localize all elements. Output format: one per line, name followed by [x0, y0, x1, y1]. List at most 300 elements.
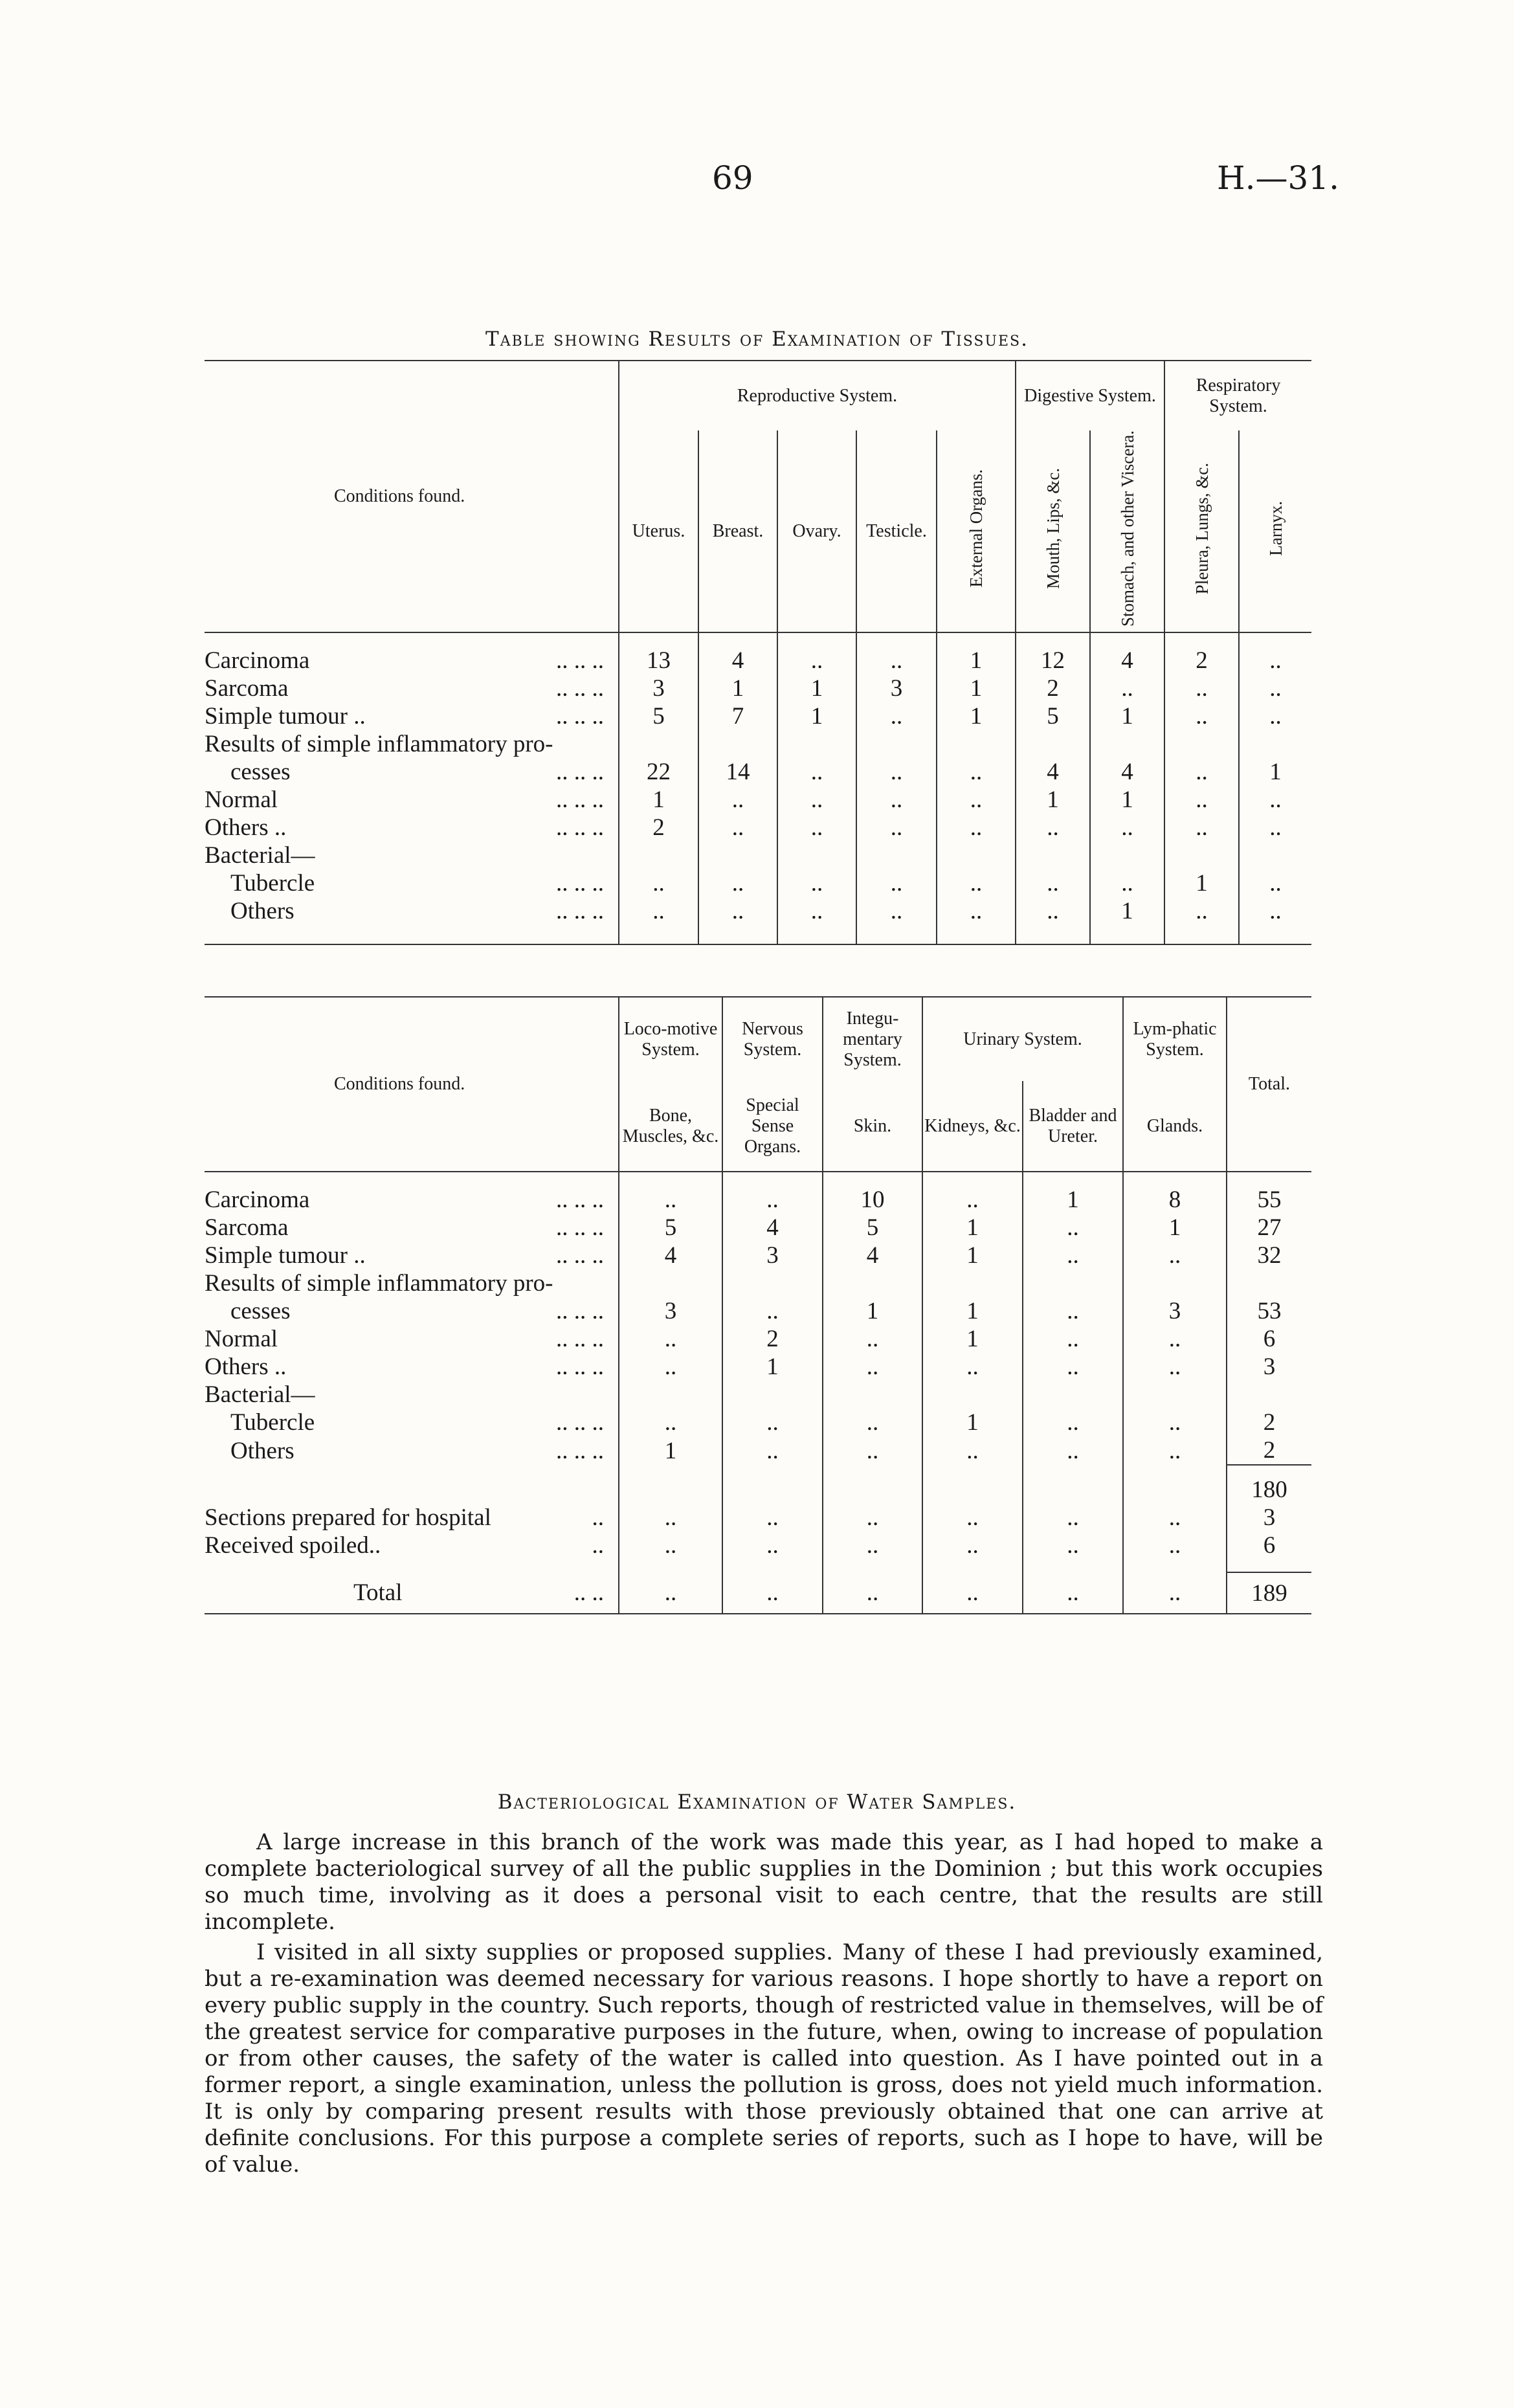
table-cell [619, 1269, 722, 1297]
table-row [205, 897, 1311, 925]
dot-leader: .. .. .. [556, 898, 604, 925]
row-label-cell [205, 1504, 619, 1532]
table-cell: .. [937, 758, 1016, 786]
table-cell: 2 [1016, 674, 1090, 702]
table-cell [1239, 730, 1311, 758]
row-label-cell [205, 1353, 619, 1381]
row-label-cell [205, 1186, 619, 1214]
table-cell: 4 [823, 1242, 922, 1269]
column-header: Bladder and Ureter. [1023, 1081, 1123, 1172]
table-cell: 2 [722, 1325, 823, 1353]
table-cell [856, 730, 937, 758]
table-cell: .. [777, 786, 856, 814]
table-cell: .. [1123, 1436, 1227, 1465]
table-row [205, 1214, 1311, 1242]
table-cell: .. [937, 869, 1016, 897]
table-cell: .. [777, 897, 856, 925]
table-cell: .. [922, 1353, 1023, 1381]
row-label: Tubercle [230, 1409, 315, 1436]
row-label: Others [230, 1437, 295, 1464]
table-cell: 1 [698, 674, 777, 702]
row-label: Tubercle [230, 870, 315, 897]
dot-leader: .. .. .. [556, 1187, 604, 1213]
column-header [619, 430, 698, 632]
column-header [777, 430, 856, 632]
group-header: Respiratory System. [1164, 361, 1311, 430]
row-label-cell [205, 1532, 619, 1559]
column-header [1090, 430, 1164, 632]
table-cell [1016, 730, 1090, 758]
table-cell: .. [1090, 814, 1164, 842]
table-cell: .. [1239, 897, 1311, 925]
table-cell: .. [1023, 1214, 1123, 1242]
table1-caption-text: Table showing Results of Examination of Tissues. [485, 328, 1029, 351]
dot-leader: .. .. .. [556, 1354, 604, 1380]
table-cell: .. [1164, 702, 1239, 730]
row-label-cell [205, 647, 619, 674]
table-cell: .. [1016, 897, 1090, 925]
table-cell: 12 [1016, 647, 1090, 674]
dot-leader: .. .. .. [556, 647, 604, 674]
row-label-cell [205, 1381, 619, 1409]
row-label-cell [205, 674, 619, 702]
table-row [205, 730, 1311, 758]
table-cell: 1 [722, 1353, 823, 1381]
table-cell [619, 730, 698, 758]
table-cell: 3 [619, 1297, 722, 1325]
table-cell: 13 [619, 647, 698, 674]
table-cell: .. [619, 869, 698, 897]
column-header-label: Stomach, and other Viscera. [1117, 430, 1137, 627]
table-cell: 5 [619, 1214, 722, 1242]
table-cell [937, 842, 1016, 869]
spacer-row [205, 1559, 1311, 1572]
table-cell: .. [922, 1572, 1023, 1614]
table-cell: 4 [722, 1214, 823, 1242]
row-label: Total [353, 1579, 403, 1606]
row-label-cell [205, 1572, 619, 1614]
table-cell: 4 [698, 647, 777, 674]
table-cell: 4 [1016, 758, 1090, 786]
dot-leader: .. .. .. [556, 703, 604, 730]
group-header: Digestive System. [1016, 361, 1164, 430]
table-cell: .. [1239, 814, 1311, 842]
table-cell: .. [722, 1572, 823, 1614]
table-cell: .. [619, 1325, 722, 1353]
table-cell: 1 [1016, 786, 1090, 814]
conditions-header: Conditions found. [205, 997, 619, 1172]
table-cell [823, 1269, 922, 1297]
group-header: Integu-mentary System. [823, 997, 922, 1081]
row-label: Simple tumour .. [205, 1242, 366, 1269]
subtotal-value: 180 [1227, 1465, 1311, 1504]
table-row [205, 674, 1311, 702]
table-cell: 1 [922, 1214, 1023, 1242]
row-label-cell [205, 1297, 619, 1325]
row-label-cell [205, 1436, 619, 1465]
spacer-row [205, 1172, 1311, 1186]
table-cell: .. [1090, 674, 1164, 702]
table-cell [1016, 842, 1090, 869]
table-cell: 5 [619, 702, 698, 730]
table-row [205, 1186, 1311, 1214]
tissue-results-table-2 [205, 996, 1311, 1614]
row-label: Bacterial— [205, 1381, 315, 1408]
dot-leader: .. .. .. [556, 1214, 604, 1241]
column-header [937, 430, 1016, 632]
table-cell [698, 842, 777, 869]
row-total: 3 [1227, 1353, 1311, 1381]
table-row [205, 1242, 1311, 1269]
table-cell: .. [1023, 1409, 1123, 1436]
row-total [1227, 1381, 1311, 1409]
row-label-cell [205, 1325, 619, 1353]
table-cell: .. [937, 786, 1016, 814]
table-row [205, 1381, 1311, 1409]
row-label-cell [205, 814, 619, 842]
row-total: 32 [1227, 1242, 1311, 1269]
table-cell: 7 [698, 702, 777, 730]
table-cell: .. [937, 897, 1016, 925]
table1-caption [0, 328, 1514, 351]
table-cell: .. [1023, 1353, 1123, 1381]
table-row [205, 647, 1311, 674]
table-cell: 4 [619, 1242, 722, 1269]
table-row [205, 702, 1311, 730]
row-label-cell [205, 1269, 619, 1297]
table-cell: 1 [1090, 702, 1164, 730]
row-label-cell [205, 730, 619, 758]
table-row [205, 814, 1311, 842]
table-cell: .. [1164, 758, 1239, 786]
table-cell: .. [937, 814, 1016, 842]
row-label: Normal [205, 786, 278, 814]
group-header: Nervous System. [722, 997, 823, 1081]
table-cell: .. [1023, 1436, 1123, 1465]
table-cell: .. [1123, 1532, 1227, 1559]
table-cell: 4 [1090, 647, 1164, 674]
table-cell: 1 [922, 1242, 1023, 1269]
table-row [205, 842, 1311, 869]
table-cell: 1 [1090, 786, 1164, 814]
table-cell: .. [856, 814, 937, 842]
row-label: Carcinoma [205, 647, 310, 674]
table-cell: .. [1164, 674, 1239, 702]
total-header: Total. [1227, 997, 1311, 1172]
table-cell: .. [777, 814, 856, 842]
table-cell: .. [856, 869, 937, 897]
table-cell [619, 842, 698, 869]
group-header: Reproductive System. [619, 361, 1016, 430]
table-cell: .. [1164, 897, 1239, 925]
table-row [205, 1436, 1311, 1465]
table-cell: 1 [1164, 869, 1239, 897]
table-cell: .. [777, 647, 856, 674]
table-cell: .. [698, 897, 777, 925]
table-cell [937, 730, 1016, 758]
table-cell: .. [922, 1532, 1023, 1559]
table-row [205, 1297, 1311, 1325]
table-cell [777, 842, 856, 869]
dot-leader: .. .. .. [556, 1326, 604, 1352]
table-cell: 1 [922, 1325, 1023, 1353]
table-cell: .. [1023, 1532, 1123, 1559]
table-cell [698, 730, 777, 758]
empty-cell [922, 1465, 1023, 1504]
table-cell: .. [922, 1436, 1023, 1465]
section-heading: Bacteriological Examination of Water Samples. [497, 1790, 1017, 1814]
table-cell: 1 [922, 1409, 1023, 1436]
dot-leader: .. .. .. [556, 759, 604, 786]
table-cell [619, 1381, 722, 1409]
empty-cell [722, 1465, 823, 1504]
table-row [205, 1269, 1311, 1297]
column-header: Special Sense Organs. [722, 1081, 823, 1172]
table-cell: .. [619, 1409, 722, 1436]
row-total: 6 [1227, 1325, 1311, 1353]
table-cell: .. [722, 1186, 823, 1214]
table-cell: 3 [619, 674, 698, 702]
table-cell: 3 [856, 674, 937, 702]
table-cell: 1 [937, 647, 1016, 674]
column-header-label: Pleura, Lungs, &c. [1192, 462, 1212, 595]
row-label-cell [205, 869, 619, 897]
row-label-cell [205, 758, 619, 786]
row-label: cesses [230, 759, 291, 786]
table-cell: 1 [1123, 1214, 1227, 1242]
table-cell: .. [722, 1436, 823, 1465]
page-number: 69 [712, 159, 753, 197]
table-cell: .. [698, 869, 777, 897]
empty-cell [823, 1465, 922, 1504]
group-header: Urinary System. [922, 997, 1123, 1081]
column-header [1164, 430, 1239, 632]
table-row [205, 1353, 1311, 1381]
dot-leader: .. .. .. [556, 786, 604, 814]
column-header: Bone, Muscles, &c. [619, 1081, 722, 1172]
subtotal-row [205, 1465, 1311, 1504]
table-cell: 8 [1123, 1186, 1227, 1214]
table-cell: 1 [777, 674, 856, 702]
table-cell: .. [1016, 814, 1090, 842]
row-label: Normal [205, 1326, 278, 1352]
document-reference: H.—31. [1217, 159, 1340, 197]
spacer-row [205, 632, 1311, 647]
table-cell: .. [1090, 869, 1164, 897]
table-cell: 2 [619, 814, 698, 842]
table-cell: .. [1023, 1297, 1123, 1325]
dot-leader: .. .. .. [556, 1298, 604, 1324]
table-cell: .. [823, 1504, 922, 1532]
table-cell: 5 [823, 1214, 922, 1242]
table-cell [1164, 730, 1239, 758]
table-cell: 2 [1164, 647, 1239, 674]
table-cell: .. [1123, 1325, 1227, 1353]
dot-leader: .. [592, 1532, 604, 1559]
table-cell [1123, 1381, 1227, 1409]
table-cell: .. [619, 1353, 722, 1381]
table-cell: .. [856, 897, 937, 925]
column-header: Kidneys, &c. [922, 1081, 1023, 1172]
paragraph: I visited in all sixty supplies or proposed supplies. Many of these I had previously examined, but a re-examination was deemed necessary for various reasons. I hope shortly to have a report on every public supply in the country. Such reports, though of restricted value in themselves, will be of the greatest service for comparative purposes in the future, when, owing to increase of population or from other causes, the safety of the water is called into question. As I have pointed out in a former report, a single examination, unless the pollution is gross, does not yield much information. It is only by comparing present results with those previously obtained that one can arrive at definite conclusions. For this purpose a complete series of reports, such as I hope to have, will be of value. [205, 1939, 1323, 2178]
table-cell: .. [1023, 1504, 1123, 1532]
table-cell: .. [1239, 674, 1311, 702]
row-label: Sarcoma [205, 675, 289, 702]
table-cell: .. [856, 702, 937, 730]
row-total: 3 [1227, 1504, 1311, 1532]
table-cell [856, 842, 937, 869]
empty-cell [1123, 1465, 1227, 1504]
row-label: Others .. [205, 1354, 287, 1380]
table-cell: 1 [937, 702, 1016, 730]
row-label: Results of simple inflammatory pro- [205, 731, 553, 758]
table-cell [1164, 842, 1239, 869]
table-row [205, 1409, 1311, 1436]
row-label: Received spoiled.. [205, 1532, 381, 1559]
table-cell: 1 [937, 674, 1016, 702]
table-cell: 1 [1090, 897, 1164, 925]
table-cell: .. [856, 647, 937, 674]
table-cell [722, 1381, 823, 1409]
paragraph: A large increase in this branch of the work was made this year, as I had hoped to make a complete bacteriological survey of all the public supplies in the Dominion ; but this work occupies so much time, involving as it does a personal visit to each centre, that the results are still incomplete. [205, 1829, 1323, 1935]
row-label: Others .. [205, 814, 287, 842]
table-cell: .. [1239, 786, 1311, 814]
dot-leader: .. .. .. [556, 1409, 604, 1436]
table-cell: 14 [698, 758, 777, 786]
spacer-row [205, 925, 1311, 944]
row-total: 2 [1227, 1409, 1311, 1436]
row-total: 6 [1227, 1532, 1311, 1559]
table-cell [1123, 1269, 1227, 1297]
table-cell: .. [922, 1504, 1023, 1532]
row-total [1227, 1269, 1311, 1297]
table-cell: 1 [922, 1297, 1023, 1325]
table-cell: 22 [619, 758, 698, 786]
row-label-cell [205, 897, 619, 925]
table-cell: .. [722, 1409, 823, 1436]
table-row [205, 869, 1311, 897]
table-cell: .. [1123, 1353, 1227, 1381]
dot-leader: .. .. .. [556, 675, 604, 702]
table-cell: 5 [1016, 702, 1090, 730]
grand-total: 189 [1227, 1572, 1311, 1614]
table-cell: .. [922, 1186, 1023, 1214]
table-cell: .. [856, 786, 937, 814]
column-header-label: Uterus. [632, 520, 685, 541]
group-header: Lym-phatic System. [1123, 997, 1227, 1081]
table-cell: .. [823, 1353, 922, 1381]
row-label-cell [205, 1242, 619, 1269]
dot-leader: .. [592, 1504, 604, 1531]
table-cell: 1 [619, 1436, 722, 1465]
table-cell: .. [823, 1572, 922, 1614]
conditions-header: Conditions found. [205, 361, 619, 632]
table-cell [1090, 842, 1164, 869]
row-label-cell [205, 1214, 619, 1242]
table-cell: .. [1016, 869, 1090, 897]
row-label: Results of simple inflammatory pro- [205, 1270, 553, 1297]
column-header-label: Mouth, Lips, &c. [1043, 468, 1063, 589]
column-header-label: External Organs. [966, 469, 986, 588]
column-header: Glands. [1123, 1081, 1227, 1172]
table-cell: .. [1164, 814, 1239, 842]
row-label: cesses [230, 1298, 291, 1324]
row-total: 2 [1227, 1436, 1311, 1465]
table-cell: 3 [1123, 1297, 1227, 1325]
table-cell: .. [722, 1297, 823, 1325]
row-total: 55 [1227, 1186, 1311, 1214]
row-label-cell [205, 786, 619, 814]
dot-leader: .. .. .. [556, 1242, 604, 1269]
row-total: 27 [1227, 1214, 1311, 1242]
column-header: Skin. [823, 1081, 922, 1172]
table-cell: .. [1164, 786, 1239, 814]
row-label: Simple tumour .. [205, 703, 366, 730]
empty-cell [205, 1465, 619, 1504]
table-cell: .. [856, 758, 937, 786]
table-cell: 3 [722, 1242, 823, 1269]
table-cell: .. [698, 814, 777, 842]
row-label: Carcinoma [205, 1187, 310, 1213]
table-cell: 1 [1239, 758, 1311, 786]
column-header-label: Larnyx. [1265, 501, 1286, 556]
table-cell: 1 [823, 1297, 922, 1325]
row-label-cell [205, 1409, 619, 1436]
dot-leader: .. .. [573, 1579, 604, 1606]
table-cell [722, 1269, 823, 1297]
tissue-results-table-1 [205, 360, 1311, 945]
row-label-cell [205, 842, 619, 869]
empty-cell [1023, 1465, 1123, 1504]
table-cell: 10 [823, 1186, 922, 1214]
table-cell: .. [619, 1504, 722, 1532]
table-row [205, 1532, 1311, 1559]
table-cell: .. [1123, 1572, 1227, 1614]
table-cell: .. [823, 1532, 922, 1559]
table-cell: .. [619, 1572, 722, 1614]
table-cell: .. [1123, 1409, 1227, 1436]
table-row [205, 786, 1311, 814]
table-cell [1239, 842, 1311, 869]
total-row [205, 1572, 1311, 1614]
table-cell: .. [1023, 1242, 1123, 1269]
row-label: Others [230, 898, 295, 925]
table-cell: .. [722, 1504, 823, 1532]
table-cell [922, 1269, 1023, 1297]
dot-leader: .. .. .. [556, 1437, 604, 1464]
row-total: 53 [1227, 1297, 1311, 1325]
table-cell [922, 1381, 1023, 1409]
table-cell: .. [1023, 1325, 1123, 1353]
table-row [205, 1325, 1311, 1353]
table-cell: 1 [1023, 1186, 1123, 1214]
dot-leader: .. .. .. [556, 814, 604, 842]
column-header-label: Breast. [712, 520, 764, 541]
table-cell [777, 730, 856, 758]
table-row [205, 758, 1311, 786]
row-label: Sarcoma [205, 1214, 289, 1241]
column-header [1016, 430, 1090, 632]
row-label-cell [205, 702, 619, 730]
table-cell [1023, 1381, 1123, 1409]
table-cell [823, 1381, 922, 1409]
section-body [205, 1829, 1323, 2178]
table-cell: .. [1239, 647, 1311, 674]
table-cell [1023, 1269, 1123, 1297]
table-cell [1090, 730, 1164, 758]
table-cell: .. [1239, 869, 1311, 897]
row-label: Bacterial— [205, 842, 315, 869]
